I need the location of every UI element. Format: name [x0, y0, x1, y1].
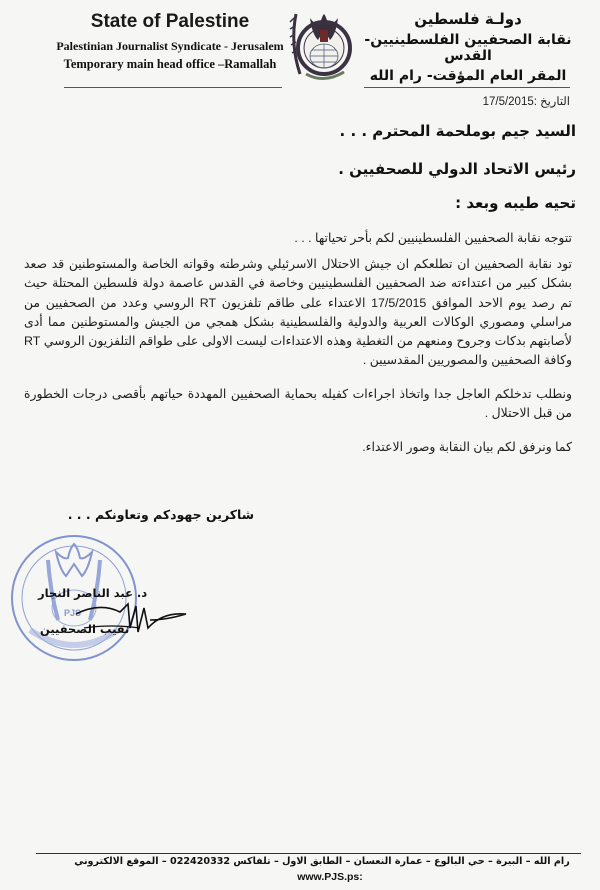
svg-text:PJS: PJS	[64, 608, 82, 618]
recipient-name: السيد جيم بوملحمة المحترم . . .	[339, 122, 576, 140]
letterhead-arabic	[356, 8, 580, 84]
closing-line: شاكرين جهودكم وتعاونكم . . .	[67, 507, 254, 522]
recipient-title: رئيس الاتحاد الدولي للصحفيين .	[338, 160, 576, 178]
letterhead-title-en: State of Palestine	[90, 11, 250, 32]
paragraph-incident: تود نقابة الصحفيين ان تطلعكم ان جيش الاحتلال الاسرئيلي وشرطته وقواته الخاصة والمستوطنين قد صعد بشكل كبير من اعتداءته ضد الصحفيين الفلسطينيين وخاصة في القدس عاصمة دولة فلسطين المحتلة حيث تم رصد يوم الاحد الموافق 17/5/2015 الاعتداء على طاقم تلفزيون RT الروسي وعدد من الصحفيين من مراسلي ومصوري الوكالات العربية والدولية والفلسطينية بشكل همجي من الجيش والمستوطنين مما أدى لأصابتهم بدكات وجروح ومنعهم من التغطية وهذه الاعتداءات ليست الاولى على طواقم التلفزيون الروسي RT وكافة الصحفيين والمصوريين المقدسيين .	[24, 257, 572, 368]
greeting: تحيه طيبه وبعد :	[455, 194, 576, 212]
letterhead-title-ar: دولـة فلسطين	[414, 10, 522, 28]
footer-divider	[36, 853, 581, 854]
paragraph-attachment: كما ونرفق لكم بيان النقابة وصور الاعتداء.	[362, 440, 572, 454]
signatory-title: نقيب الصحفيين	[40, 622, 130, 636]
letter-date: التاريخ :17/5/2015	[482, 96, 570, 108]
letterhead-divider-ar	[364, 87, 570, 88]
letterhead-office-en: Temporary main head office –Ramallah	[63, 57, 277, 71]
paragraph-request: ونطلب تدخلكم العاجل جدا واتخاذ اجراءات كفيله بحماية الصحفيين المهددة حياتهم بأقصى درجات الخطورة من قبل الاحتلال .	[24, 387, 572, 421]
footer-website-link[interactable]: www.PJS.ps:	[297, 871, 363, 883]
footer-address: رام الله – البيرة – حي البالوع – عمارة النعسان – الطابق الاول – تلفاكس 022420332 – الموقع الالكتروني	[74, 856, 570, 867]
syndicate-emblem-icon	[282, 4, 354, 86]
letterhead-org-en: Palestinian Journalist Syndicate - Jerusalem	[56, 39, 284, 53]
letterhead-office-ar: المقر العام المؤقت- رام الله	[369, 68, 567, 84]
paragraph-intro: تتوجه نقابة الصحفيين الفلسطينيين لكم بأحر تحياتها . . .	[294, 231, 572, 245]
signatory-name: د. عبد الناصر النجار	[38, 586, 148, 600]
letterhead-org-ar: نقابة الصحفيين الفلسطينيين- القدس	[364, 32, 572, 64]
letterhead-english	[50, 8, 290, 72]
letterhead-divider-en	[64, 87, 282, 88]
